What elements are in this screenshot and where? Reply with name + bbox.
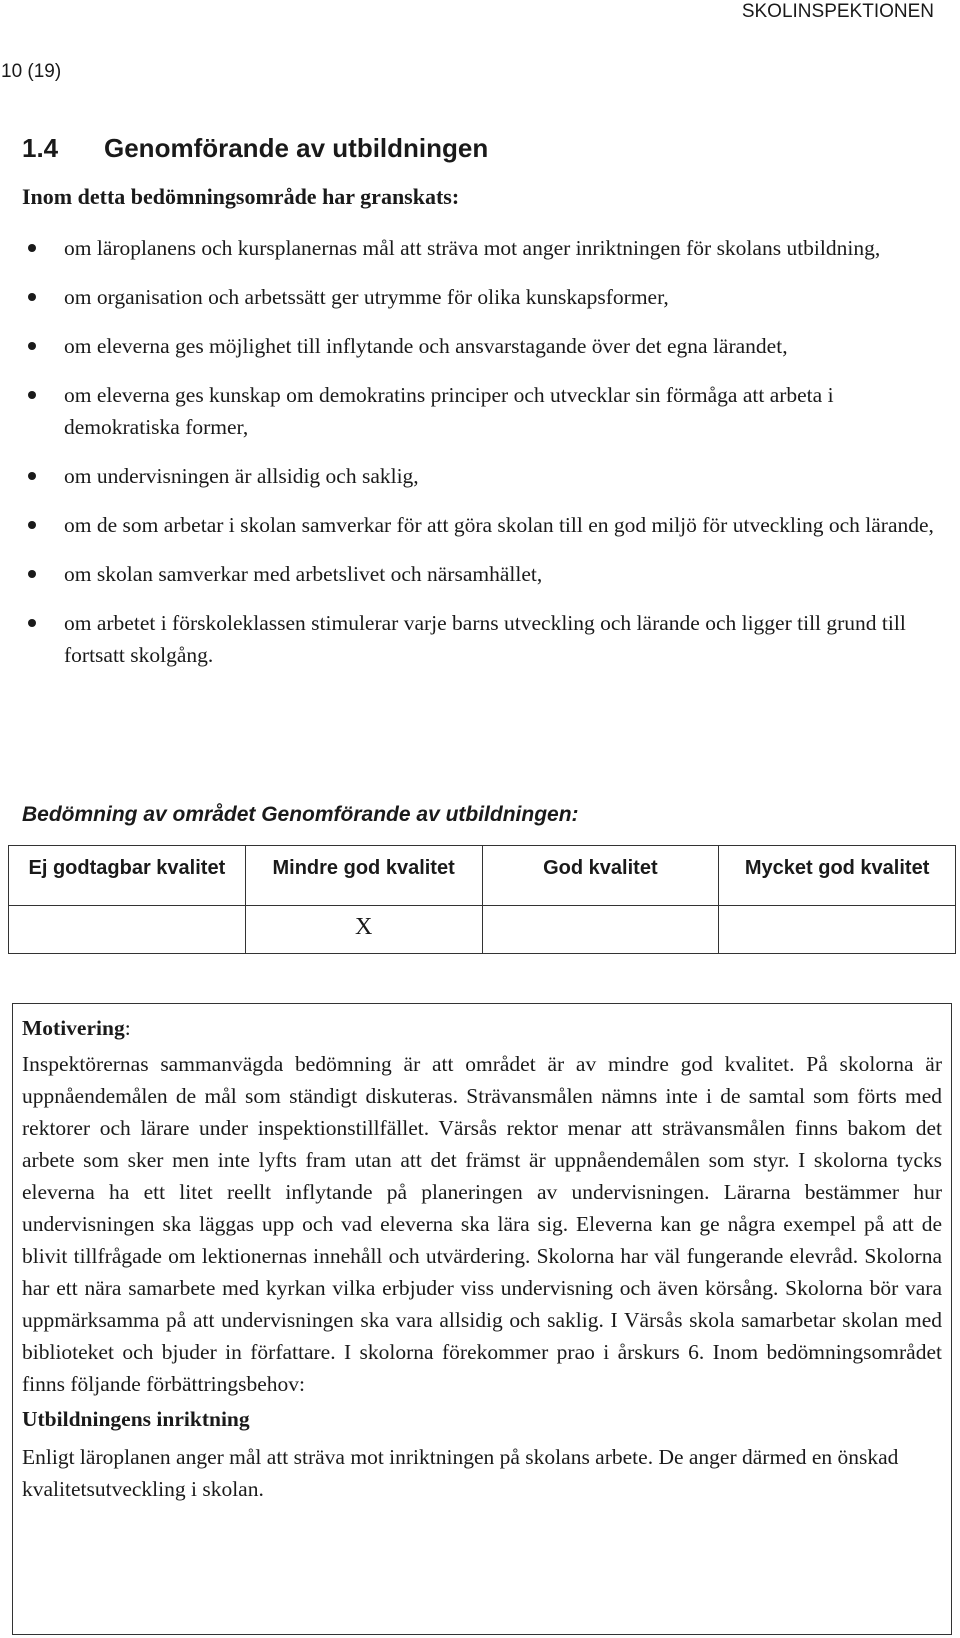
scope-heading: Inom detta bedömningsområde har granskats: [22, 184, 460, 209]
motivation-text: Inspektörernas sammanvägda bedömning är att området är av mindre god kvalitet. På skolorna är uppnåendemålen de mål som ständigt diskuteras. Strävansmålen nämns inte i de samtal som förts med rektorer och lärare under inspektionstillfället. Värsås rektor menar att strävansmålen finns bakom det arbete som sker men inte lyfts fram utan att det främst är uppnåendemålen som styr. I skolorna tycks eleverna ha ett litet reellt inflytande på planeringen av undervisningen. Lärarna bestämmer hur undervisningen ska läggas upp och vad eleverna ska lära sig. Eleverna kan ge några exempel på att de blivit tillfrågade om lektionernas innehåll och utvärdering. Skolorna har väl fungerande elevråd. Skolorna har ett nära samarbete med kyrkan vilka erbjuder viss undervisning och även körsång. Skolorna bör vara uppmärksamma på att undervisningen ska vara allsidig och saklig. I Värsås skola samarbetar skolan med biblioteket och bjuder in författare. I skolorna förekommer prao i årskurs 6. Inom bedömningsområdet finns följande förbättringsbehov: [22, 1052, 942, 1396]
grade-mark-god [482, 906, 719, 954]
bullet-icon [28, 244, 36, 252]
motivation-box [12, 1003, 952, 1635]
grade-mark-ej-godtagbar [9, 906, 246, 954]
criteria-item: om undervisningen är allsidig och saklig, [22, 460, 942, 492]
page-number: 10 (19) [1, 61, 62, 82]
grade-header-ej-godtagbar: Ej godtagbar kvalitet [9, 846, 246, 906]
grade-table [8, 845, 956, 954]
bullet-icon [28, 391, 36, 399]
grade-mark-mycket-god [719, 906, 956, 954]
bullet-icon [28, 619, 36, 627]
improvement-heading: Utbildningens inriktning [22, 1407, 250, 1431]
criteria-item: om organisation och arbetssätt ger utrymme för olika kunskapsformer, [22, 281, 942, 313]
organization-name: SKOLINSPEKTIONEN [741, 1, 934, 22]
section-number: 1.4 [22, 133, 59, 163]
improvement-text: Enligt läroplanen anger mål att sträva mot inriktningen på skolans arbete. De anger därmed en önskad kvalitetsutveckling i skolan. [22, 1445, 899, 1501]
criteria-item: om eleverna ges möjlighet till inflytande och ansvarstagande över det egna lärandet, [22, 330, 942, 362]
grade-header-mindre-god: Mindre god kvalitet [245, 846, 482, 906]
grade-header-god: God kvalitet [482, 846, 719, 906]
bullet-icon [28, 521, 36, 529]
criteria-list [22, 232, 942, 688]
criteria-item: om de som arbetar i skolan samverkar för att göra skolan till en god miljö för utveckling och lärande, [22, 509, 942, 541]
criteria-item: om eleverna ges kunskap om demokratins principer och utvecklar sin förmåga att arbeta i demokratiska former, [22, 379, 942, 443]
grade-header-mycket-god: Mycket god kvalitet [719, 846, 956, 906]
criteria-item: om arbetet i förskoleklassen stimulerar varje barns utveckling och lärande och ligger till grund till fortsatt skolgång. [22, 607, 942, 671]
criteria-item: om läroplanens och kursplanernas mål att sträva mot anger inriktningen för skolans utbildning, [22, 232, 942, 264]
assessment-heading: Bedömning av området Genomförande av utbildningen: [22, 803, 579, 826]
bullet-icon [28, 342, 36, 350]
motivation-label: Motivering: [22, 1016, 131, 1040]
bullet-icon [28, 472, 36, 480]
section-title: Genomförande av utbildningen [104, 133, 489, 163]
criteria-item: om skolan samverkar med arbetslivet och närsamhället, [22, 558, 942, 590]
grade-mark-mindre-god: X [245, 906, 482, 954]
bullet-icon [28, 570, 36, 578]
section-heading [22, 132, 488, 164]
bullet-icon [28, 293, 36, 301]
